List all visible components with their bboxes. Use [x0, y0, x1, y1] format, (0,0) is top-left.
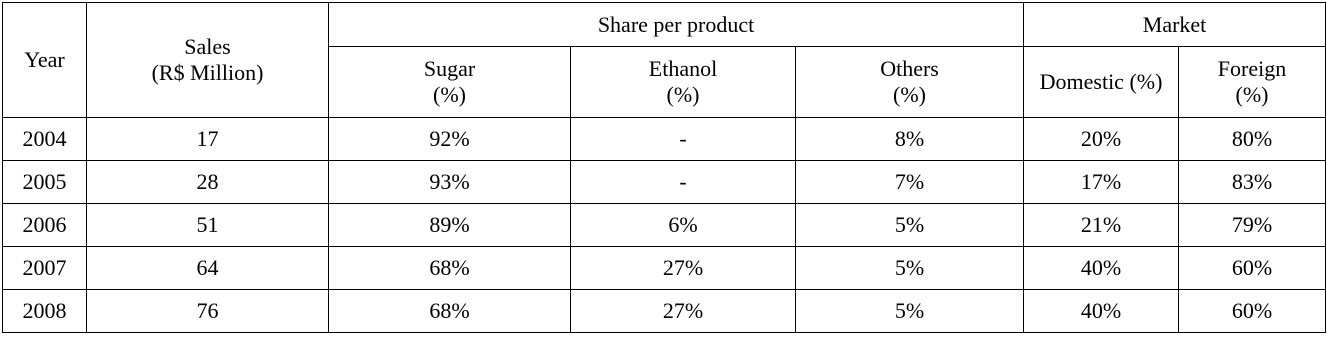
table-row [3, 247, 1326, 290]
foreign-header-line2: (%) [1235, 82, 1269, 107]
others-header-line1: Others [880, 56, 939, 81]
sugar-cell: 92% [329, 118, 571, 161]
ethanol-cell: - [571, 161, 796, 204]
ethanol-header-line1: Ethanol [648, 56, 718, 81]
domestic-header: Domestic (%) [1024, 47, 1179, 118]
foreign-header-line1: Foreign [1217, 56, 1287, 81]
sales-header [87, 3, 329, 118]
foreign-cell: 83% [1179, 161, 1326, 204]
ethanol-cell: 6% [571, 204, 796, 247]
domestic-cell: 40% [1024, 290, 1179, 333]
domestic-cell: 20% [1024, 118, 1179, 161]
others-cell: 5% [796, 290, 1024, 333]
others-cell: 5% [796, 204, 1024, 247]
table-row [3, 204, 1326, 247]
year-cell: 2008 [3, 290, 87, 333]
sugar-cell: 93% [329, 161, 571, 204]
ethanol-header-line2: (%) [666, 82, 700, 107]
year-cell: 2005 [3, 161, 87, 204]
sugar-header-line2: (%) [433, 82, 466, 107]
sugar-cell: 68% [329, 247, 571, 290]
ethanol-cell: 27% [571, 290, 796, 333]
others-cell: 7% [796, 161, 1024, 204]
sales-cell: 17 [87, 118, 329, 161]
sales-cell: 51 [87, 204, 329, 247]
sales-cell: 64 [87, 247, 329, 290]
domestic-cell: 21% [1024, 204, 1179, 247]
ethanol-header [571, 47, 796, 118]
sugar-header-line1: Sugar [423, 56, 476, 81]
others-header-line2: (%) [893, 82, 926, 107]
sales-share-table [2, 2, 1326, 333]
table-row [3, 290, 1326, 333]
others-cell: 5% [796, 247, 1024, 290]
others-header [796, 47, 1024, 118]
others-cell: 8% [796, 118, 1024, 161]
foreign-header [1179, 47, 1326, 118]
table-row [3, 161, 1326, 204]
year-cell: 2007 [3, 247, 87, 290]
ethanol-cell: 27% [571, 247, 796, 290]
sales-cell: 28 [87, 161, 329, 204]
sugar-header [329, 47, 571, 118]
market-header: Market [1024, 3, 1326, 47]
sales-cell: 76 [87, 290, 329, 333]
foreign-cell: 80% [1179, 118, 1326, 161]
sugar-cell: 89% [329, 204, 571, 247]
table-row [3, 118, 1326, 161]
sales-header-line1: Sales [184, 34, 231, 59]
ethanol-cell: - [571, 118, 796, 161]
year-cell: 2004 [3, 118, 87, 161]
sugar-cell: 68% [329, 290, 571, 333]
domestic-cell: 40% [1024, 247, 1179, 290]
header-row-1 [3, 3, 1326, 47]
year-cell: 2006 [3, 204, 87, 247]
share-per-product-header: Share per product [329, 3, 1024, 47]
sales-header-line2: (R$ Million) [151, 60, 264, 85]
foreign-cell: 60% [1179, 247, 1326, 290]
foreign-cell: 60% [1179, 290, 1326, 333]
year-header: Year [3, 3, 87, 118]
foreign-cell: 79% [1179, 204, 1326, 247]
domestic-cell: 17% [1024, 161, 1179, 204]
